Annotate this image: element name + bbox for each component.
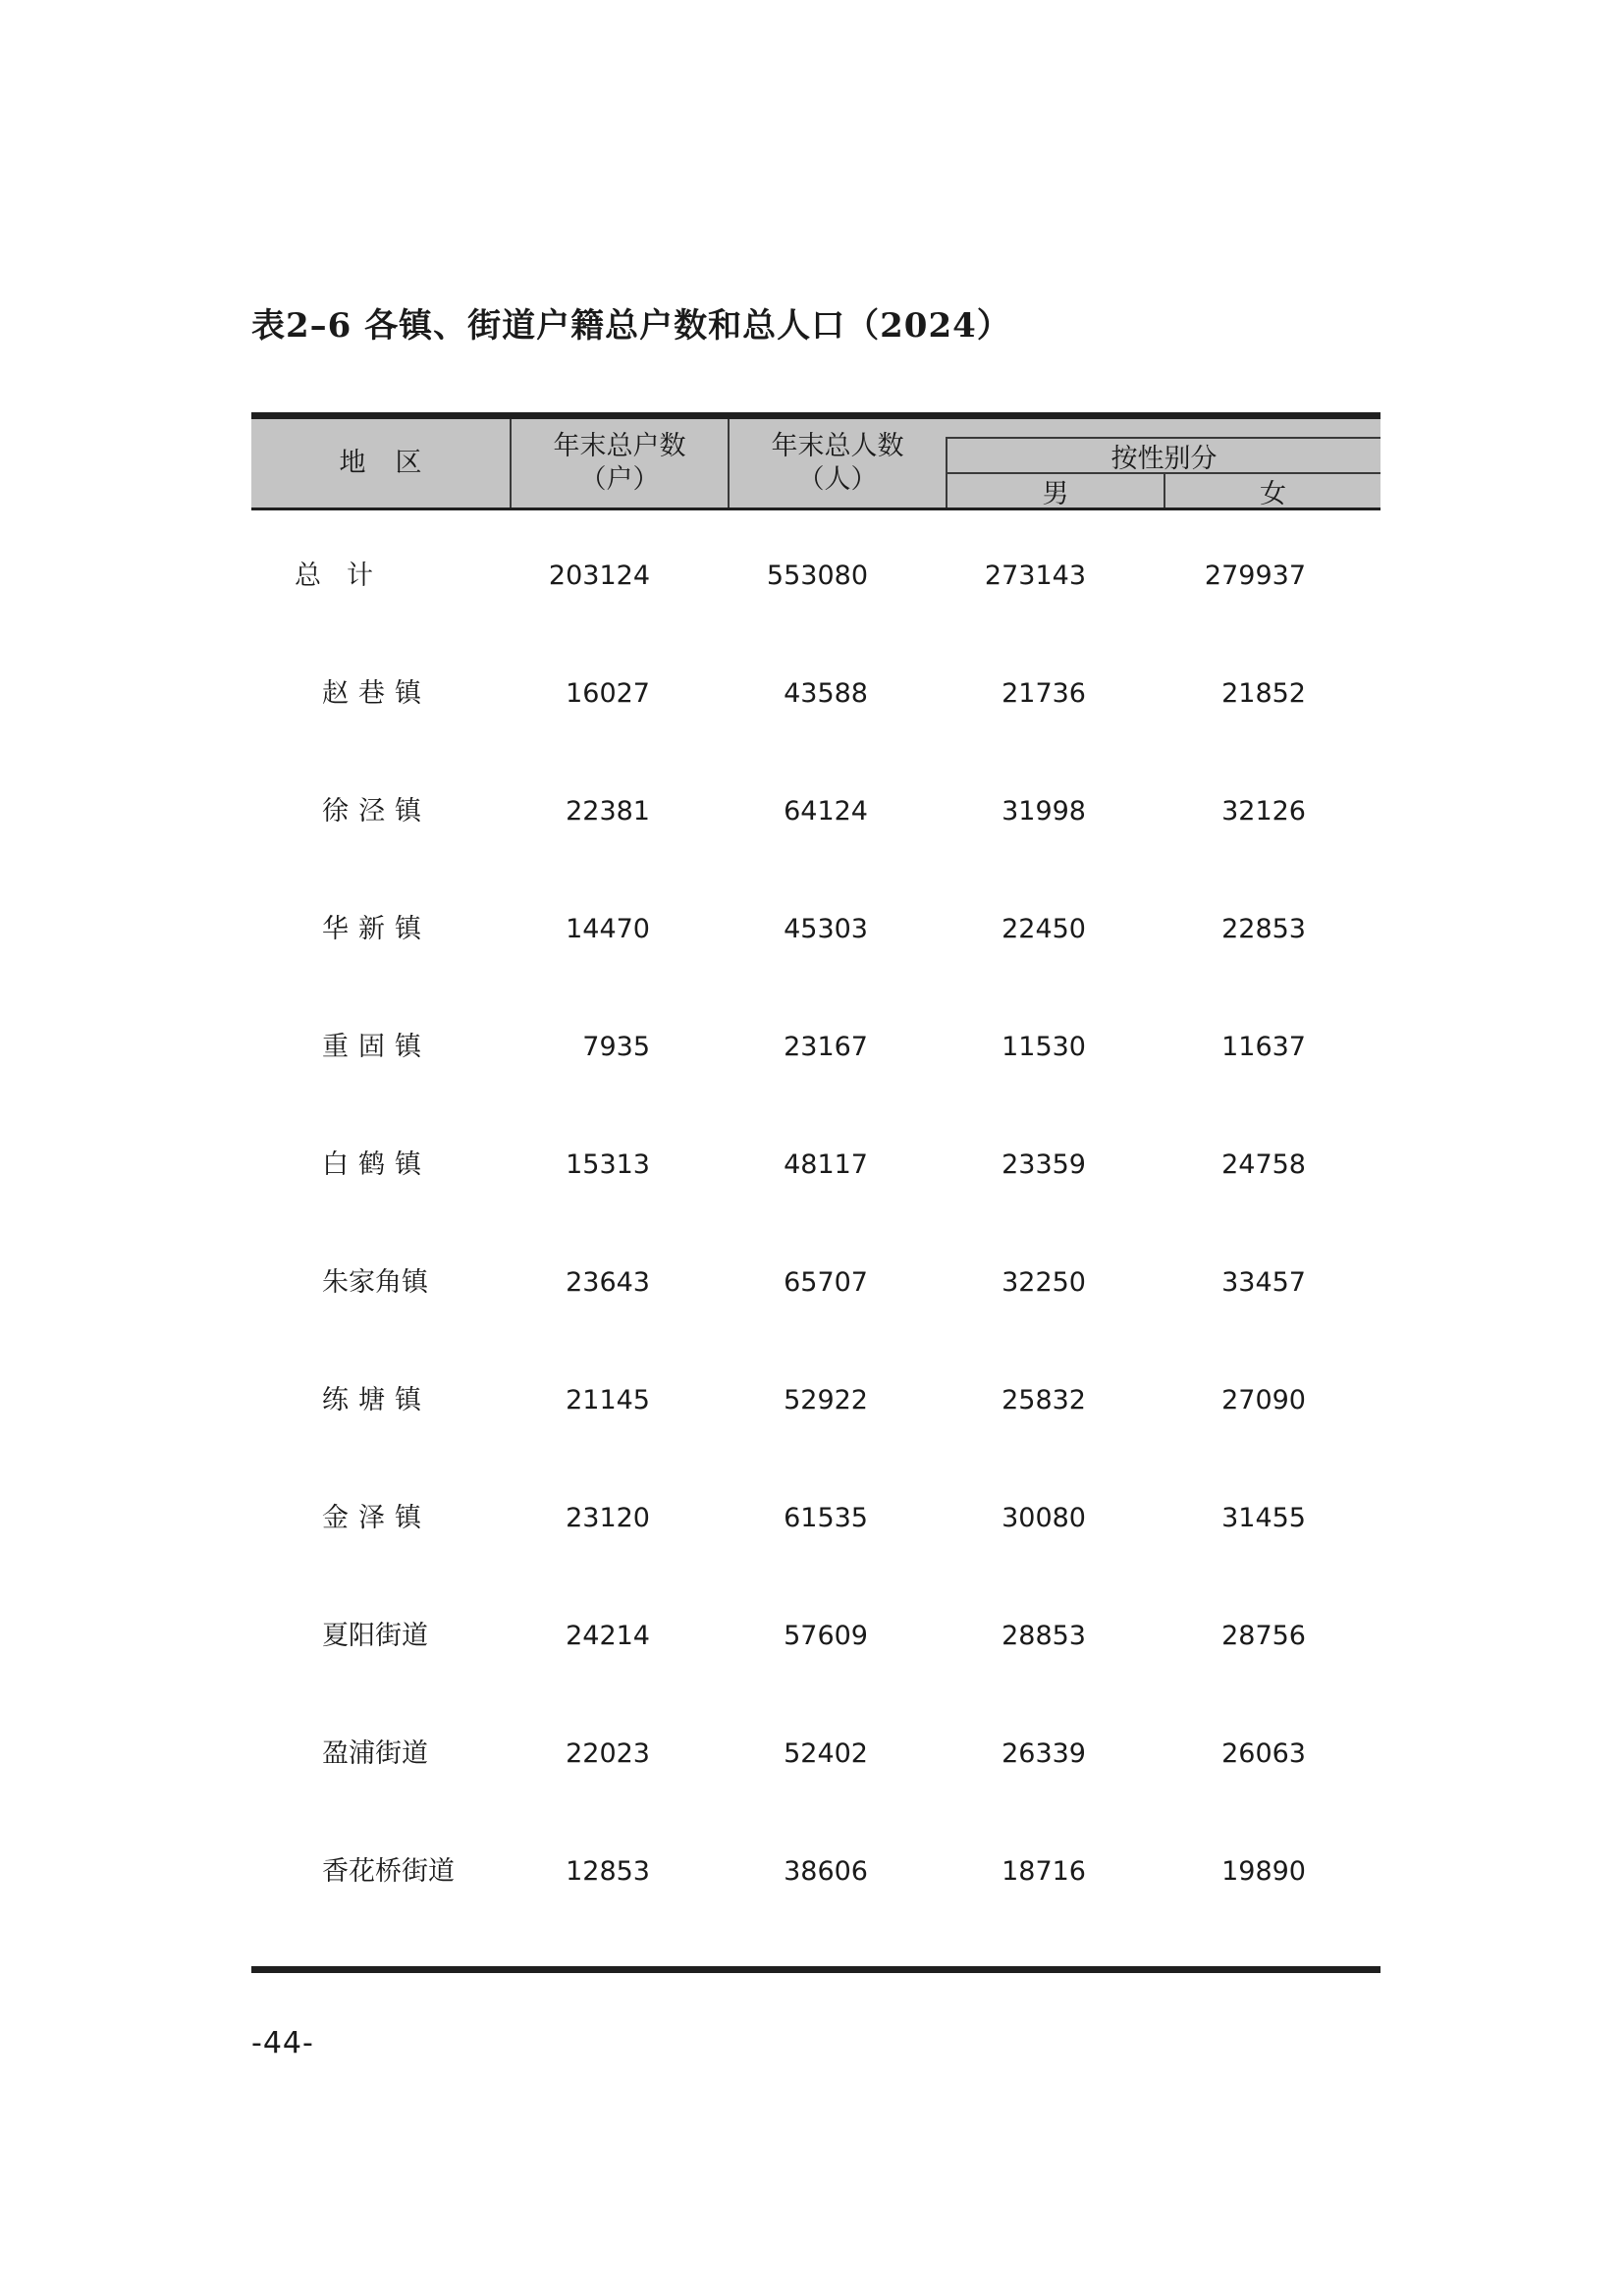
female-value: 28756	[1221, 1621, 1306, 1651]
male-value: 11530	[1001, 1032, 1086, 1062]
female-value: 21852	[1221, 678, 1306, 709]
header-region	[251, 419, 510, 507]
header-by-sex: 按性别分	[947, 439, 1380, 474]
table-row	[251, 1146, 1380, 1185]
table-row-total	[251, 557, 1380, 596]
households-value: 15313	[566, 1149, 650, 1180]
male-value: 30080	[1001, 1503, 1086, 1533]
region-name: 金泽镇	[322, 1503, 431, 1533]
table-row	[251, 1263, 1380, 1303]
people-value: 45303	[784, 914, 868, 944]
male-value: 31998	[1001, 796, 1086, 827]
female-value: 27090	[1221, 1385, 1306, 1415]
table-row	[251, 1381, 1380, 1420]
header-households	[510, 419, 728, 507]
region-name: 练塘镇	[322, 1385, 431, 1415]
header-by-sex-group	[946, 437, 1380, 507]
female-value: 26063	[1221, 1738, 1306, 1769]
region-name: 赵巷镇	[322, 678, 431, 709]
header-male: 男	[1042, 478, 1069, 509]
people-value: 52922	[784, 1385, 868, 1415]
households-value: 23643	[566, 1267, 650, 1298]
header-people-unit: （人）	[797, 464, 878, 495]
people-value: 52402	[784, 1738, 868, 1769]
female-value: 33457	[1221, 1267, 1306, 1298]
male-value: 22450	[1001, 914, 1086, 944]
page-number: -44-	[251, 2026, 314, 2060]
households-value: 21145	[566, 1385, 650, 1415]
female-value: 31455	[1221, 1503, 1306, 1533]
table-header	[251, 419, 1380, 510]
female-value: 279937	[1204, 561, 1306, 591]
region-name: 总计	[295, 561, 399, 591]
table-row	[251, 1852, 1380, 1892]
table-row	[251, 1735, 1380, 1774]
header-people	[728, 419, 946, 507]
households-value: 23120	[566, 1503, 650, 1533]
male-value: 25832	[1001, 1385, 1086, 1415]
people-value: 65707	[784, 1267, 868, 1298]
region-name: 重固镇	[322, 1032, 431, 1062]
people-value: 23167	[784, 1032, 868, 1062]
table-row	[251, 674, 1380, 714]
table-row	[251, 792, 1380, 831]
table-top-rule	[251, 412, 1380, 419]
header-female: 女	[1164, 474, 1380, 507]
male-value: 26339	[1001, 1738, 1086, 1769]
female-value: 11637	[1221, 1032, 1306, 1062]
people-value: 553080	[766, 561, 868, 591]
male-value: 273143	[984, 561, 1086, 591]
male-value: 21736	[1001, 678, 1086, 709]
header-households-label: 年末总户数	[553, 431, 686, 462]
region-name: 香花桥街道	[322, 1856, 455, 1887]
people-value: 48117	[784, 1149, 868, 1180]
male-value: 28853	[1001, 1621, 1086, 1651]
region-name: 夏阳街道	[322, 1621, 428, 1651]
households-value: 12853	[566, 1856, 650, 1887]
region-name: 华新镇	[322, 914, 431, 944]
region-name: 朱家角镇	[322, 1267, 428, 1298]
table-body	[251, 510, 1380, 1963]
table-row	[251, 910, 1380, 949]
people-value: 57609	[784, 1621, 868, 1651]
header-region-label: 地区	[339, 448, 452, 479]
table-row	[251, 1499, 1380, 1538]
region-name: 白鹤镇	[322, 1149, 431, 1180]
male-value: 18716	[1001, 1856, 1086, 1887]
households-value: 24214	[566, 1621, 650, 1651]
table-bottom-rule	[251, 1966, 1380, 1973]
households-value: 7935	[582, 1032, 650, 1062]
female-value: 32126	[1221, 796, 1306, 827]
female-value: 22853	[1221, 914, 1306, 944]
male-value: 32250	[1001, 1267, 1086, 1298]
female-value: 24758	[1221, 1149, 1306, 1180]
people-value: 61535	[784, 1503, 868, 1533]
households-value: 16027	[566, 678, 650, 709]
households-value: 22023	[566, 1738, 650, 1769]
households-value: 22381	[566, 796, 650, 827]
region-name: 徐泾镇	[322, 796, 431, 827]
population-table	[251, 412, 1380, 1963]
households-value: 203124	[548, 561, 650, 591]
table-row	[251, 1028, 1380, 1067]
header-households-unit: （户）	[579, 464, 660, 495]
table-title: 表2–6 各镇、街道户籍总户数和总人口（2024）	[251, 306, 1011, 346]
header-people-label: 年末总人数	[771, 431, 904, 462]
people-value: 64124	[784, 796, 868, 827]
female-value: 19890	[1221, 1856, 1306, 1887]
people-value: 38606	[784, 1856, 868, 1887]
male-value: 23359	[1001, 1149, 1086, 1180]
people-value: 43588	[784, 678, 868, 709]
table-row	[251, 1617, 1380, 1656]
region-name: 盈浦街道	[322, 1738, 428, 1769]
households-value: 14470	[566, 914, 650, 944]
